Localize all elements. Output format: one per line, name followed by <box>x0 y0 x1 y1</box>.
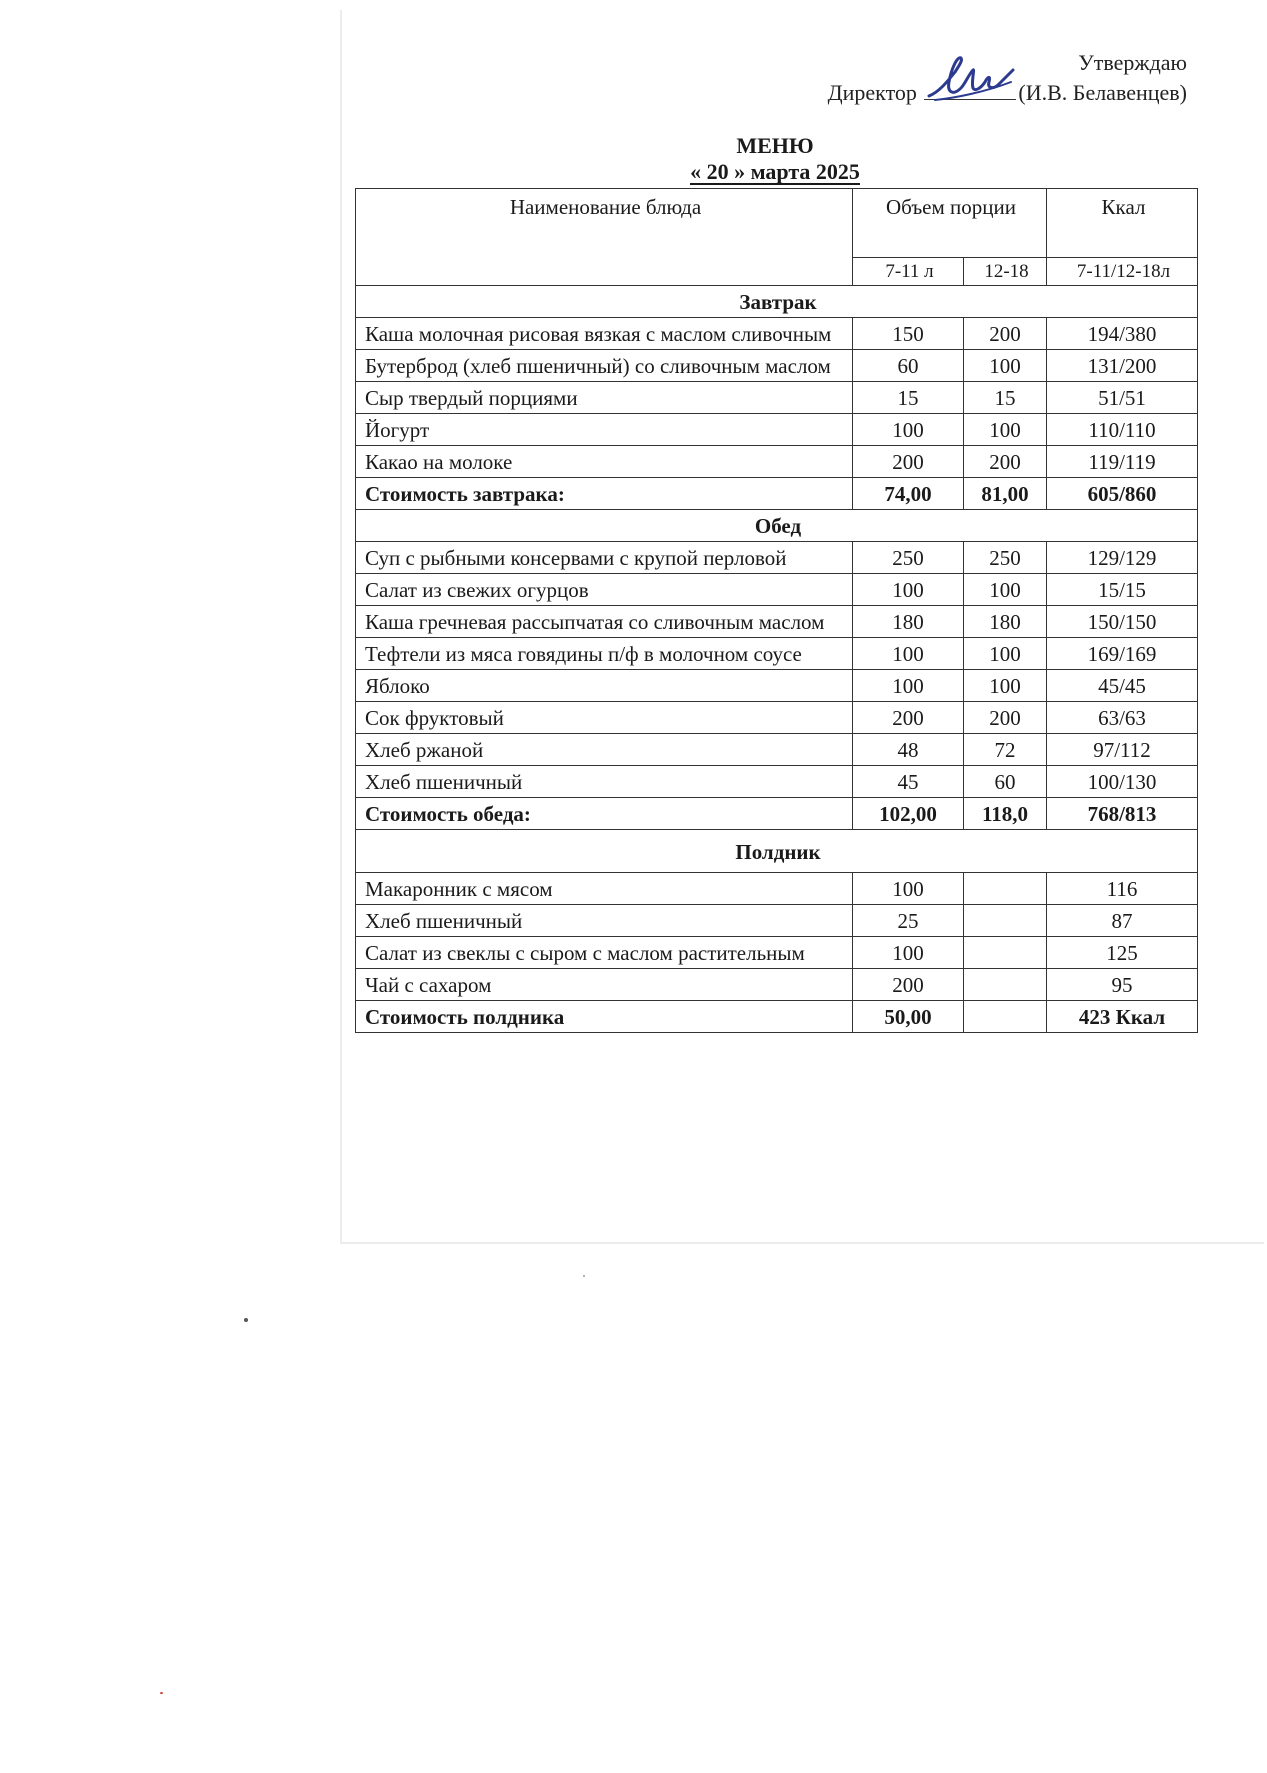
portion-a: 100 <box>853 873 964 905</box>
header-kcal-ages: 7-11/12-18л <box>1047 258 1198 286</box>
table-row <box>356 905 1198 937</box>
kcal-value: 129/129 <box>1047 542 1198 574</box>
dish-name: Макаронник с мясом <box>356 873 853 905</box>
table-row <box>356 318 1198 350</box>
portion-b <box>964 969 1047 1001</box>
total-label: Стоимость обеда: <box>356 798 853 830</box>
kcal-value: 95 <box>1047 969 1198 1001</box>
section-row <box>356 286 1198 318</box>
dish-name: Салат из свежих огурцов <box>356 574 853 606</box>
kcal-value: 51/51 <box>1047 382 1198 414</box>
kcal-value: 87 <box>1047 905 1198 937</box>
approve-word: Утверждаю <box>1078 50 1187 75</box>
portion-b: 200 <box>964 702 1047 734</box>
portion-a: 25 <box>853 905 964 937</box>
menu-title-block <box>355 133 1195 185</box>
kcal-value: 100/130 <box>1047 766 1198 798</box>
portion-b: 180 <box>964 606 1047 638</box>
handwritten-signature <box>925 52 1017 108</box>
section-title: Обед <box>356 510 1198 542</box>
total-label: Стоимость полдника <box>356 1001 853 1033</box>
portion-a: 250 <box>853 542 964 574</box>
kcal-value: 150/150 <box>1047 606 1198 638</box>
dish-name: Йогурт <box>356 414 853 446</box>
total-cost-a: 50,00 <box>853 1001 964 1033</box>
total-kcal: 768/813 <box>1047 798 1198 830</box>
menu-table <box>355 188 1198 1033</box>
dish-name: Каша молочная рисовая вязкая с маслом сливочным <box>356 318 853 350</box>
director-name: (И.В. Белавенцев) <box>1018 80 1187 105</box>
table-row <box>356 937 1198 969</box>
kcal-value: 97/112 <box>1047 734 1198 766</box>
scan-speck <box>244 1318 248 1322</box>
total-label: Стоимость завтрака: <box>356 478 853 510</box>
dish-name: Сыр твердый порциями <box>356 382 853 414</box>
dish-name: Хлеб пшеничный <box>356 905 853 937</box>
table-row <box>356 446 1198 478</box>
table-row <box>356 542 1198 574</box>
portion-b: 200 <box>964 446 1047 478</box>
menu-date: « 20 » марта 2025 <box>690 159 860 184</box>
portion-b: 72 <box>964 734 1047 766</box>
dish-name: Тефтели из мяса говядины п/ф в молочном соусе <box>356 638 853 670</box>
scan-speck <box>583 1275 585 1277</box>
total-cost-b: 81,00 <box>964 478 1047 510</box>
portion-a: 100 <box>853 670 964 702</box>
portion-a: 200 <box>853 702 964 734</box>
kcal-value: 169/169 <box>1047 638 1198 670</box>
dish-name: Каша гречневая рассыпчатая со сливочным маслом <box>356 606 853 638</box>
director-label: Директор <box>827 80 917 105</box>
total-cost-a: 74,00 <box>853 478 964 510</box>
table-row <box>356 350 1198 382</box>
portion-a: 200 <box>853 969 964 1001</box>
table-row <box>356 670 1198 702</box>
portion-b <box>964 873 1047 905</box>
table-row <box>356 414 1198 446</box>
header-kcal: Ккал <box>1047 189 1198 258</box>
table-row <box>356 638 1198 670</box>
table-row <box>356 873 1198 905</box>
dish-name: Бутерброд (хлеб пшеничный) со сливочным маслом <box>356 350 853 382</box>
menu-body <box>356 286 1198 1033</box>
table-row <box>356 766 1198 798</box>
section-row <box>356 510 1198 542</box>
table-row <box>356 734 1198 766</box>
table-row <box>356 969 1198 1001</box>
portion-b: 250 <box>964 542 1047 574</box>
table-row <box>356 702 1198 734</box>
portion-b: 15 <box>964 382 1047 414</box>
portion-a: 100 <box>853 937 964 969</box>
table-row <box>356 574 1198 606</box>
table-row <box>356 606 1198 638</box>
total-row <box>356 478 1198 510</box>
section-title: Завтрак <box>356 286 1198 318</box>
total-cost-b: 118,0 <box>964 798 1047 830</box>
total-cost-b <box>964 1001 1047 1033</box>
portion-a: 150 <box>853 318 964 350</box>
total-kcal: 423 Ккал <box>1047 1001 1198 1033</box>
portion-a: 100 <box>853 638 964 670</box>
portion-a: 15 <box>853 382 964 414</box>
portion-b: 200 <box>964 318 1047 350</box>
kcal-value: 131/200 <box>1047 350 1198 382</box>
dish-name: Хлеб пшеничный <box>356 766 853 798</box>
portion-a: 180 <box>853 606 964 638</box>
signature-stroke <box>929 58 1013 96</box>
portion-b: 100 <box>964 350 1047 382</box>
menu-heading: МЕНЮ <box>736 133 814 158</box>
portion-b: 100 <box>964 574 1047 606</box>
section-row <box>356 830 1198 873</box>
portion-b: 100 <box>964 414 1047 446</box>
kcal-value: 110/110 <box>1047 414 1198 446</box>
kcal-value: 45/45 <box>1047 670 1198 702</box>
table-row <box>356 382 1198 414</box>
portion-b: 100 <box>964 670 1047 702</box>
dish-name: Салат из свеклы с сыром с маслом растительным <box>356 937 853 969</box>
section-title: Полдник <box>356 830 1198 873</box>
scan-speck <box>160 1692 163 1694</box>
total-row <box>356 798 1198 830</box>
total-row <box>356 1001 1198 1033</box>
header-age-b: 12-18 <box>964 258 1047 286</box>
dish-name: Хлеб ржаной <box>356 734 853 766</box>
total-kcal: 605/860 <box>1047 478 1198 510</box>
portion-a: 200 <box>853 446 964 478</box>
dish-name: Чай с сахаром <box>356 969 853 1001</box>
portion-b <box>964 905 1047 937</box>
header-age-a: 7-11 л <box>853 258 964 286</box>
portion-b <box>964 937 1047 969</box>
portion-a: 48 <box>853 734 964 766</box>
portion-b: 100 <box>964 638 1047 670</box>
kcal-value: 194/380 <box>1047 318 1198 350</box>
portion-a: 100 <box>853 574 964 606</box>
total-cost-a: 102,00 <box>853 798 964 830</box>
portion-b: 60 <box>964 766 1047 798</box>
kcal-value: 116 <box>1047 873 1198 905</box>
kcal-value: 15/15 <box>1047 574 1198 606</box>
dish-name: Яблоко <box>356 670 853 702</box>
kcal-value: 125 <box>1047 937 1198 969</box>
kcal-value: 119/119 <box>1047 446 1198 478</box>
portion-a: 45 <box>853 766 964 798</box>
dish-name: Сок фруктовый <box>356 702 853 734</box>
header-portion: Объем порции <box>853 189 1047 258</box>
portion-a: 100 <box>853 414 964 446</box>
dish-name: Какао на молоке <box>356 446 853 478</box>
header-dish-name: Наименование блюда <box>356 189 853 286</box>
portion-a: 60 <box>853 350 964 382</box>
dish-name: Суп с рыбными консервами с крупой перловой <box>356 542 853 574</box>
kcal-value: 63/63 <box>1047 702 1198 734</box>
